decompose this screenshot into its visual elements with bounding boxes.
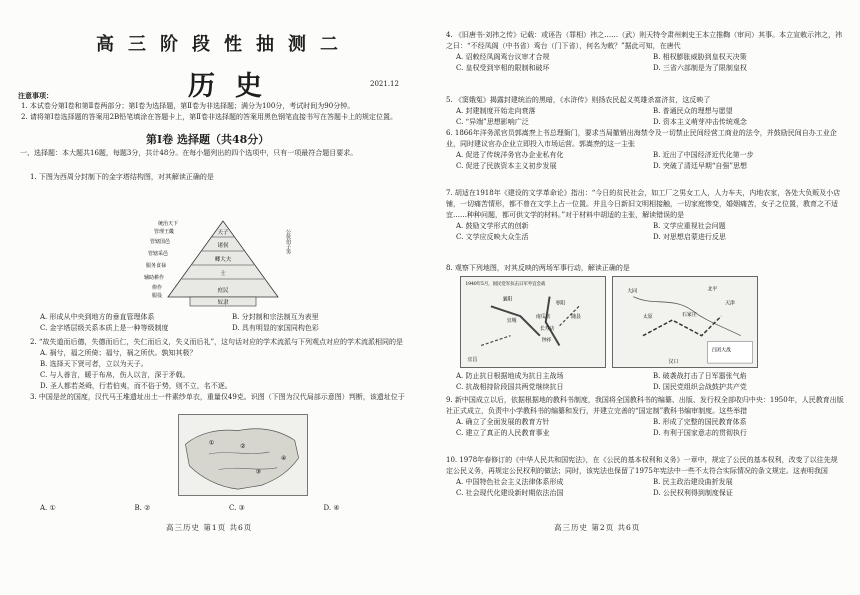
map-place: 襄阳 bbox=[502, 296, 513, 303]
map-marker: ③ bbox=[255, 469, 261, 476]
map-place: 长寿店 bbox=[539, 325, 555, 332]
option-a[interactable]: A. 形成从中央到地方的垂直管理体系 bbox=[40, 313, 155, 321]
left-column bbox=[18, 0, 422, 595]
map-marker: ④ bbox=[281, 455, 287, 462]
option-a[interactable]: A. 祸兮，福之所倚；福兮，祸之所伏。孰知其极？ bbox=[40, 349, 197, 357]
option-b[interactable]: B. 普通民众的理想与愿望 bbox=[653, 107, 733, 115]
map-place: 随县 bbox=[571, 314, 581, 321]
option-d[interactable]: D. 具有明显的家国同构色彩 bbox=[232, 324, 319, 332]
zaoyi-battle-map bbox=[460, 276, 606, 368]
question-stem: 3. 中国是丝的国度，汉代马王堆遗址出土一件素纱单衣，重量仅49克。识图（下图为汉代局部示意图）判断，该遗址位于 bbox=[30, 393, 405, 401]
question-8 bbox=[434, 263, 844, 274]
option-c[interactable]: C. 抗战相持阶段国共两党继续抗日 bbox=[456, 383, 564, 391]
option-c[interactable]: C. “异端”思想影响广泛 bbox=[456, 118, 529, 126]
option-c[interactable]: C. 社会现代化建设新时期依法治国 bbox=[456, 489, 564, 497]
map-caption: 1940年5月，国民党军抗击日军枣宜会战 bbox=[465, 281, 546, 287]
question-5 bbox=[434, 95, 844, 128]
option-a[interactable]: A. 促进了传统洋务官办企业私有化 bbox=[456, 151, 564, 159]
pyramid-right-label: 公侯伯子男 bbox=[285, 229, 291, 254]
question-stem: 9. 新中国成立以后，依据根据地的教科书制度，我国将全国教科书的编纂、出版、发行权全部收归中央：1950年，人民教育出版社正式成立，负责中小学教科书的编纂和发行，并建立完善的“国定制”教科书编审制度。这些举措 bbox=[446, 396, 844, 415]
option-d[interactable]: D. 对思想启蒙进行反思 bbox=[653, 233, 726, 241]
option-b[interactable]: B. 形成了完整的国民教育体系 bbox=[653, 418, 747, 426]
option-a[interactable]: A. 鼓励文学形式的创新 bbox=[456, 222, 529, 230]
pyramid-left-label: 管辖采邑 bbox=[147, 251, 168, 257]
pyramid-diagram bbox=[138, 215, 308, 307]
option-d[interactable]: D. 突破了清廷早期“自强”思想 bbox=[653, 162, 747, 170]
option-b[interactable]: B. 文学应重视社会问题 bbox=[653, 222, 726, 230]
exam-title: 高三阶段性抽测二 bbox=[96, 34, 352, 55]
option-d[interactable]: D. 资本主义萌芽冲击传统观念 bbox=[653, 118, 747, 126]
question-stem: 8. 观察下列地图，对其反映的两场军事行动，解读正确的是 bbox=[446, 264, 630, 272]
option-b[interactable]: B. 破袭战打击了日军嚣张气焰 bbox=[653, 372, 747, 380]
notes-heading: 注意事项： bbox=[18, 91, 53, 100]
map-place: 大同 bbox=[627, 288, 638, 295]
pyramid-level: 庶民 bbox=[217, 288, 229, 294]
pyramid-level: 士 bbox=[220, 271, 226, 277]
pyramid-level: 卿大夫 bbox=[214, 257, 232, 263]
map-place: 北平 bbox=[707, 286, 718, 293]
question-3 bbox=[18, 392, 418, 403]
map-marker: ① bbox=[208, 440, 215, 447]
pyramid-left-label: 服务食禄 bbox=[145, 263, 166, 269]
option-c[interactable]: C. 金字塔层级关系本质上是一种等级制度 bbox=[40, 324, 169, 332]
han-dynasty-map bbox=[178, 414, 308, 496]
notes-block bbox=[18, 90, 418, 123]
option-a[interactable]: A. 防止抗日根据地成为抗日主战场 bbox=[456, 372, 564, 380]
option-b[interactable]: B. 相权膨胀威胁到皇权天决策 bbox=[653, 53, 747, 61]
pyramid-left-label: 服役 bbox=[151, 293, 162, 299]
question-6 bbox=[434, 128, 844, 172]
option-a[interactable]: A. 封建制度开始走向衰落 bbox=[456, 107, 536, 115]
option-c[interactable]: C. 皇权受到宰相的限制和破坏 bbox=[456, 64, 550, 72]
map-place: 枣阳 bbox=[555, 300, 566, 307]
option-c[interactable]: C. 与人善言，暖于布帛，伤人以言，深于矛戟。 bbox=[40, 371, 190, 379]
map-place: 汉口 bbox=[668, 359, 679, 366]
question-stem: 2. “故失道而后德，失德而后仁，失仁而后义，失义而后礼”，这句话对应的学术流派与下列观点对应的学术流派相同的是 bbox=[30, 338, 404, 346]
section-instruction: 一、选择题：本大题共16题，每题3分，共计48分。在每小题列出的四个选项中，只有一项最符合题目要求。 bbox=[20, 149, 358, 157]
option-c[interactable]: C. 促进了民族资本主义初步发展 bbox=[456, 162, 557, 170]
hundred-regiments-map bbox=[612, 276, 758, 368]
option-d[interactable]: D. 圣人都若尧舜，行若伯夷，而不俗于势，则不立，名不逐。 bbox=[40, 382, 232, 390]
note-item: 1. 本试卷分第Ⅰ卷和第Ⅱ卷两部分；第Ⅰ卷为选择题，第Ⅱ卷为非选择题；满分为100分，考试时间为90分钟。 bbox=[21, 102, 355, 110]
question-4 bbox=[434, 30, 844, 74]
question-9 bbox=[434, 395, 844, 439]
question-7 bbox=[434, 188, 844, 243]
pyramid-level: 天子 bbox=[217, 230, 229, 236]
map-place: 钟祥 bbox=[541, 337, 552, 344]
map-legend: 百团大战 bbox=[711, 347, 731, 354]
pyramid-left-label: 管辖国邑 bbox=[149, 239, 170, 245]
question-1 bbox=[18, 172, 418, 183]
pyramid-left-label: 统治天下 bbox=[157, 221, 178, 227]
pyramid-level: 奴隶 bbox=[217, 300, 229, 306]
question-stem: 10. 1978年春修订的《中华人民共和国宪法》，在《公民的基本权利和义务》一章中，规定了公民的基本权利，改变了以往先规定公民义务，再规定公民权利的做法；同时，该宪法也保留了1975年宪法中一些不太符合实际情况的条文规定。这表明我国 bbox=[446, 456, 838, 475]
question-8-maps bbox=[460, 276, 760, 368]
right-column bbox=[434, 0, 844, 595]
option-b[interactable]: B. 选择天下贤可者，立以为天子。 bbox=[40, 360, 148, 368]
option-b[interactable]: B. 分封制和宗法制互为表里 bbox=[232, 313, 319, 321]
option-a[interactable]: A. 诏敕经凤阁鸾台议审才合规 bbox=[456, 53, 550, 61]
subject-title: 历史 bbox=[188, 71, 282, 102]
map-place: 天津 bbox=[725, 300, 735, 307]
note-item: 2. 请将第Ⅰ卷选择题的答案用2B铅笔填涂在答题卡上，第Ⅱ卷非选择题的答案用黑色钢笔直接书写在答题卡上的规定位置。 bbox=[21, 113, 398, 121]
page-footer-right: 高三历史 第2页 共6页 bbox=[554, 523, 641, 532]
pyramid-left-label: 管理王畿 bbox=[153, 229, 174, 235]
option-d[interactable]: D. 公民权利得到制度保证 bbox=[653, 489, 733, 497]
map-place: 南瓜店 bbox=[535, 314, 551, 321]
option-c[interactable]: C. 建立了真正的人民教育事业 bbox=[456, 429, 550, 437]
pyramid-level: 诸侯 bbox=[217, 243, 229, 249]
option-a[interactable]: A. ① bbox=[40, 504, 56, 512]
option-b[interactable]: B. ② bbox=[134, 504, 151, 512]
question-10 bbox=[434, 455, 844, 499]
option-d[interactable]: D. 三省六部制是为了限制皇权 bbox=[653, 64, 747, 72]
question-2 bbox=[18, 337, 418, 392]
map-place: 宜城 bbox=[506, 318, 517, 324]
map-marker: ② bbox=[240, 444, 246, 451]
option-a[interactable]: A. 确立了全面发展的教育方针 bbox=[456, 418, 550, 426]
question-stem: 7. 胡适在1918年《建设的文学革命论》指出：“今日的贫民社会，如工厂之男女工人，人力车夫，内地农家，各处大负贩及小店铺，一切痛苦情形，都不曾在文学上占一位置。并且今日新旧文明相接触，一切家庭惨变，婚姻痛苦，女子之位置，教育之不适宜……种种问题，都可供文学的材料。”对于材料中胡适的主张，解读错误的是 bbox=[446, 189, 841, 219]
map-place: 宜昌 bbox=[467, 357, 478, 364]
option-c[interactable]: C. ③ bbox=[229, 504, 245, 512]
question-stem: 6. 1866年洋务派官员郭嵩焘上书总理衙门，要求当局撤销出海禁令及一切禁止民间经营工商业的法令，并鼓励民间自办工业企业，同时建议官办企业立即投入市场运营。郭嵩焘的这一主张 bbox=[446, 129, 837, 148]
section-title: 第Ⅰ卷 选择题（共48分） bbox=[146, 133, 270, 146]
option-d[interactable]: D. 国民党组织会战鼓护共产党 bbox=[653, 383, 747, 391]
option-b[interactable]: B. 民主政治建设曲折发展 bbox=[653, 478, 733, 486]
question-1-options bbox=[18, 312, 418, 334]
map-place: 太原 bbox=[642, 314, 653, 321]
question-stem: 4. 《旧唐书·刘祎之传》记载：或诬告（罪相）祎之……（武）则天特令肃州刺史王本立推鞫（审问）其事。本立宣敕示祎之，祎之曰：“不经凤阁（中书省）鸾台（门下省），何名为敕？”据此可知，在唐代 bbox=[446, 31, 843, 50]
option-a[interactable]: A. 中国特色社会主义法律体系形成 bbox=[456, 478, 564, 486]
question-stem: 1. 下图为西周分封制下的金字塔结构图，对其解读正确的是 bbox=[30, 173, 214, 181]
option-b[interactable]: B. 近出了中国经济近代化第一步 bbox=[653, 151, 754, 159]
option-c[interactable]: C. 文学应反映大众生活 bbox=[456, 233, 529, 241]
question-stem: 5. 《窦娥冤》揭露封建统治的黑暗，《水浒传》则扬农民起义英雄杀富济贫，这反映了 bbox=[446, 96, 711, 104]
page-footer-left: 高三历史 第1页 共6页 bbox=[166, 523, 253, 532]
option-d[interactable]: D. ④ bbox=[323, 504, 340, 512]
exam-date: 2021.12 bbox=[370, 80, 399, 88]
option-d[interactable]: D. 有利于国家意志的贯彻执行 bbox=[653, 429, 747, 437]
pyramid-left-label: 俸作 bbox=[151, 285, 162, 291]
map-place: 石家庄 bbox=[682, 312, 697, 319]
question-3-options bbox=[18, 503, 418, 514]
question-8-options bbox=[434, 371, 844, 393]
pyramid-left-label: 辅助耕作 bbox=[143, 275, 164, 281]
